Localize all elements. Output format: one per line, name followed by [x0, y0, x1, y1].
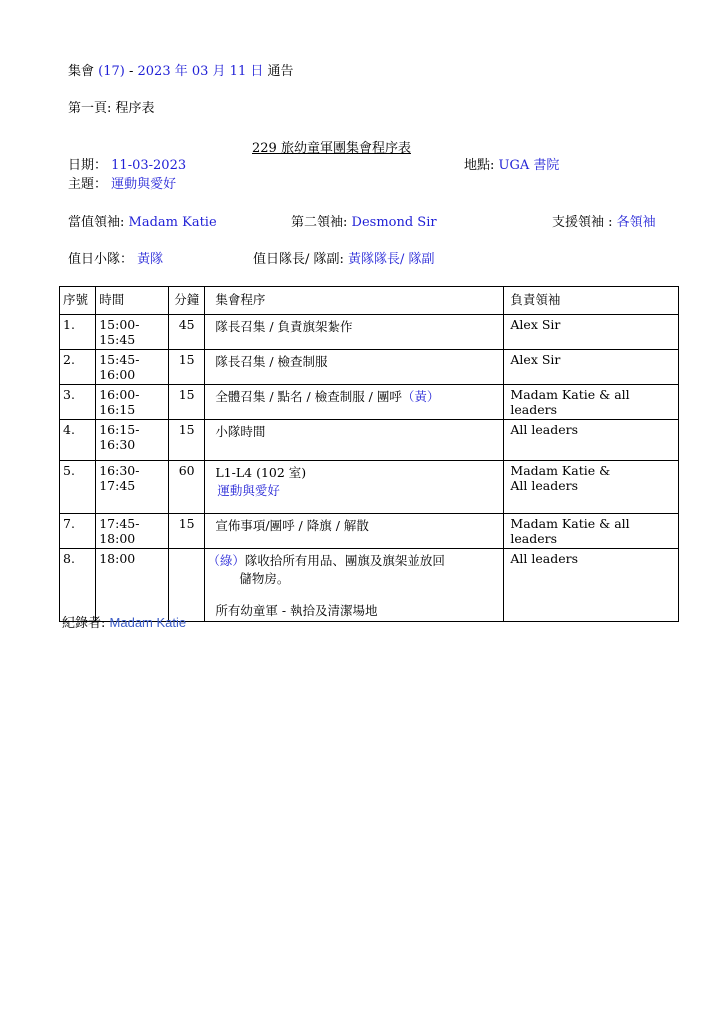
recorder-name: Madam Katie — [109, 615, 187, 630]
col-header-program: 集會程序 — [205, 287, 504, 315]
table-row — [60, 420, 679, 461]
second-leader-label: 第二領袖: — [291, 215, 348, 230]
cell-no: 5. — [60, 461, 96, 514]
cell-time: 16:30-17:45 — [96, 461, 169, 514]
program-text: 全體召集 / 點名 / 檢查制服 / 團呼 — [215, 389, 402, 404]
date-value: 11-03-2023 — [111, 158, 187, 173]
cell-program: 隊長召集 / 檢查制服 — [205, 350, 504, 385]
cell-minutes — [169, 549, 205, 622]
location-value: UGA 書院 — [498, 158, 560, 173]
cell-time: 18:00 — [96, 549, 169, 622]
duty-leader-label: 當值領袖: — [68, 215, 125, 230]
program-line3: 所有幼童軍 - 執拾及清潔場地 — [215, 603, 378, 618]
cell-minutes: 15 — [169, 385, 205, 420]
duty-pl-value: 黃隊隊長/ 隊副 — [348, 252, 435, 267]
program-line2: 儲物房。 — [239, 571, 290, 586]
cell-leader: Alex Sir — [504, 350, 679, 385]
cell-program: 宣佈事項/團呼 / 降旗 / 解散 — [205, 514, 504, 549]
program-text: 隊收拾所有用品、團旗及旗架並放回 — [244, 553, 445, 568]
patrol-tag-yellow: （黃） — [401, 389, 440, 404]
cell-program — [205, 461, 504, 514]
table-row — [60, 514, 679, 549]
table-row — [60, 549, 679, 622]
col-header-time: 時間 — [96, 287, 169, 315]
schedule-table — [59, 286, 679, 622]
theme-label: 主題： — [68, 177, 108, 192]
cell-no: 3. — [60, 385, 96, 420]
cell-time: 15:00-15:45 — [96, 315, 169, 350]
patrol-tag-green: （綠） — [207, 553, 245, 568]
support-leader-value: 各領袖 — [616, 215, 656, 230]
doc-title: 229 旅幼童軍團集會程序表 — [252, 141, 411, 156]
program-theme: 運動與愛好 — [217, 483, 280, 498]
header-suffix: 通告 — [267, 64, 294, 79]
cell-program: 小隊時間 — [205, 420, 504, 461]
cell-no: 8. — [60, 549, 96, 622]
cell-leader — [504, 461, 679, 514]
cell-no: 7. — [60, 514, 96, 549]
second-leader-value: Desmond Sir — [351, 215, 437, 230]
cell-minutes: 15 — [169, 350, 205, 385]
col-header-no: 序號 — [60, 287, 96, 315]
table-header-row — [60, 287, 679, 315]
duty-patrol-value: 黃隊 — [137, 252, 164, 267]
notice-header — [68, 60, 294, 79]
cell-leader: All leaders — [504, 420, 679, 461]
program-line1 — [207, 553, 445, 568]
table-row — [60, 350, 679, 385]
cell-no: 4. — [60, 420, 96, 461]
duty-pl-label: 值日隊長/ 隊副: — [253, 252, 344, 267]
cell-time: 16:15-16:30 — [96, 420, 169, 461]
theme-value: 運動與愛好 — [111, 177, 177, 192]
cell-time: 15:45-16:00 — [96, 350, 169, 385]
support-leader — [552, 211, 656, 230]
location-label: 地點: — [464, 158, 495, 173]
col-header-leader: 負責領袖 — [504, 287, 679, 315]
cell-leader: All leaders — [504, 549, 679, 622]
cell-no: 1. — [60, 315, 96, 350]
location-row — [464, 154, 559, 173]
cell-time: 16:00-16:15 — [96, 385, 169, 420]
leader-line1: Madam Katie & — [510, 463, 611, 478]
recorder-label: 紀錄者: — [62, 616, 106, 631]
leader-line2: All leaders — [510, 478, 579, 493]
cell-leader: Madam Katie & all leaders — [504, 385, 679, 420]
theme-row — [68, 173, 176, 192]
header-dash: - — [124, 64, 138, 79]
page-label: 第一頁: 程序表 — [68, 101, 155, 116]
meeting-date: 2023 年 03 月 11 日 — [137, 64, 264, 79]
cell-program: 隊長召集 / 負責旗架紮作 — [205, 315, 504, 350]
cell-minutes: 45 — [169, 315, 205, 350]
duty-patrol-leader — [253, 248, 435, 267]
cell-no: 2. — [60, 350, 96, 385]
cell-minutes: 15 — [169, 514, 205, 549]
cell-program — [205, 549, 504, 622]
cell-leader: Alex Sir — [504, 315, 679, 350]
second-leader — [291, 211, 437, 230]
cell-leader: Madam Katie & all leaders — [504, 514, 679, 549]
date-row — [68, 154, 186, 173]
cell-program — [205, 385, 504, 420]
cell-minutes: 60 — [169, 461, 205, 514]
date-label: 日期： — [68, 158, 108, 173]
duty-leader — [68, 211, 217, 230]
table-row — [60, 315, 679, 350]
duty-patrol — [68, 248, 163, 267]
program-text: L1-L4 (102 室) — [215, 465, 307, 480]
duty-patrol-label: 值日小隊： — [68, 252, 134, 267]
table-row — [60, 385, 679, 420]
duty-leader-value: Madam Katie — [128, 215, 217, 230]
support-leader-label: 支援領袖 : — [552, 215, 613, 230]
meeting-number: (17) — [98, 64, 125, 79]
cell-minutes: 15 — [169, 420, 205, 461]
cell-time: 17:45-18:00 — [96, 514, 169, 549]
header-prefix: 集會 — [68, 64, 95, 79]
table-row — [60, 461, 679, 514]
col-header-minutes: 分鐘 — [169, 287, 205, 315]
recorder — [62, 612, 186, 631]
